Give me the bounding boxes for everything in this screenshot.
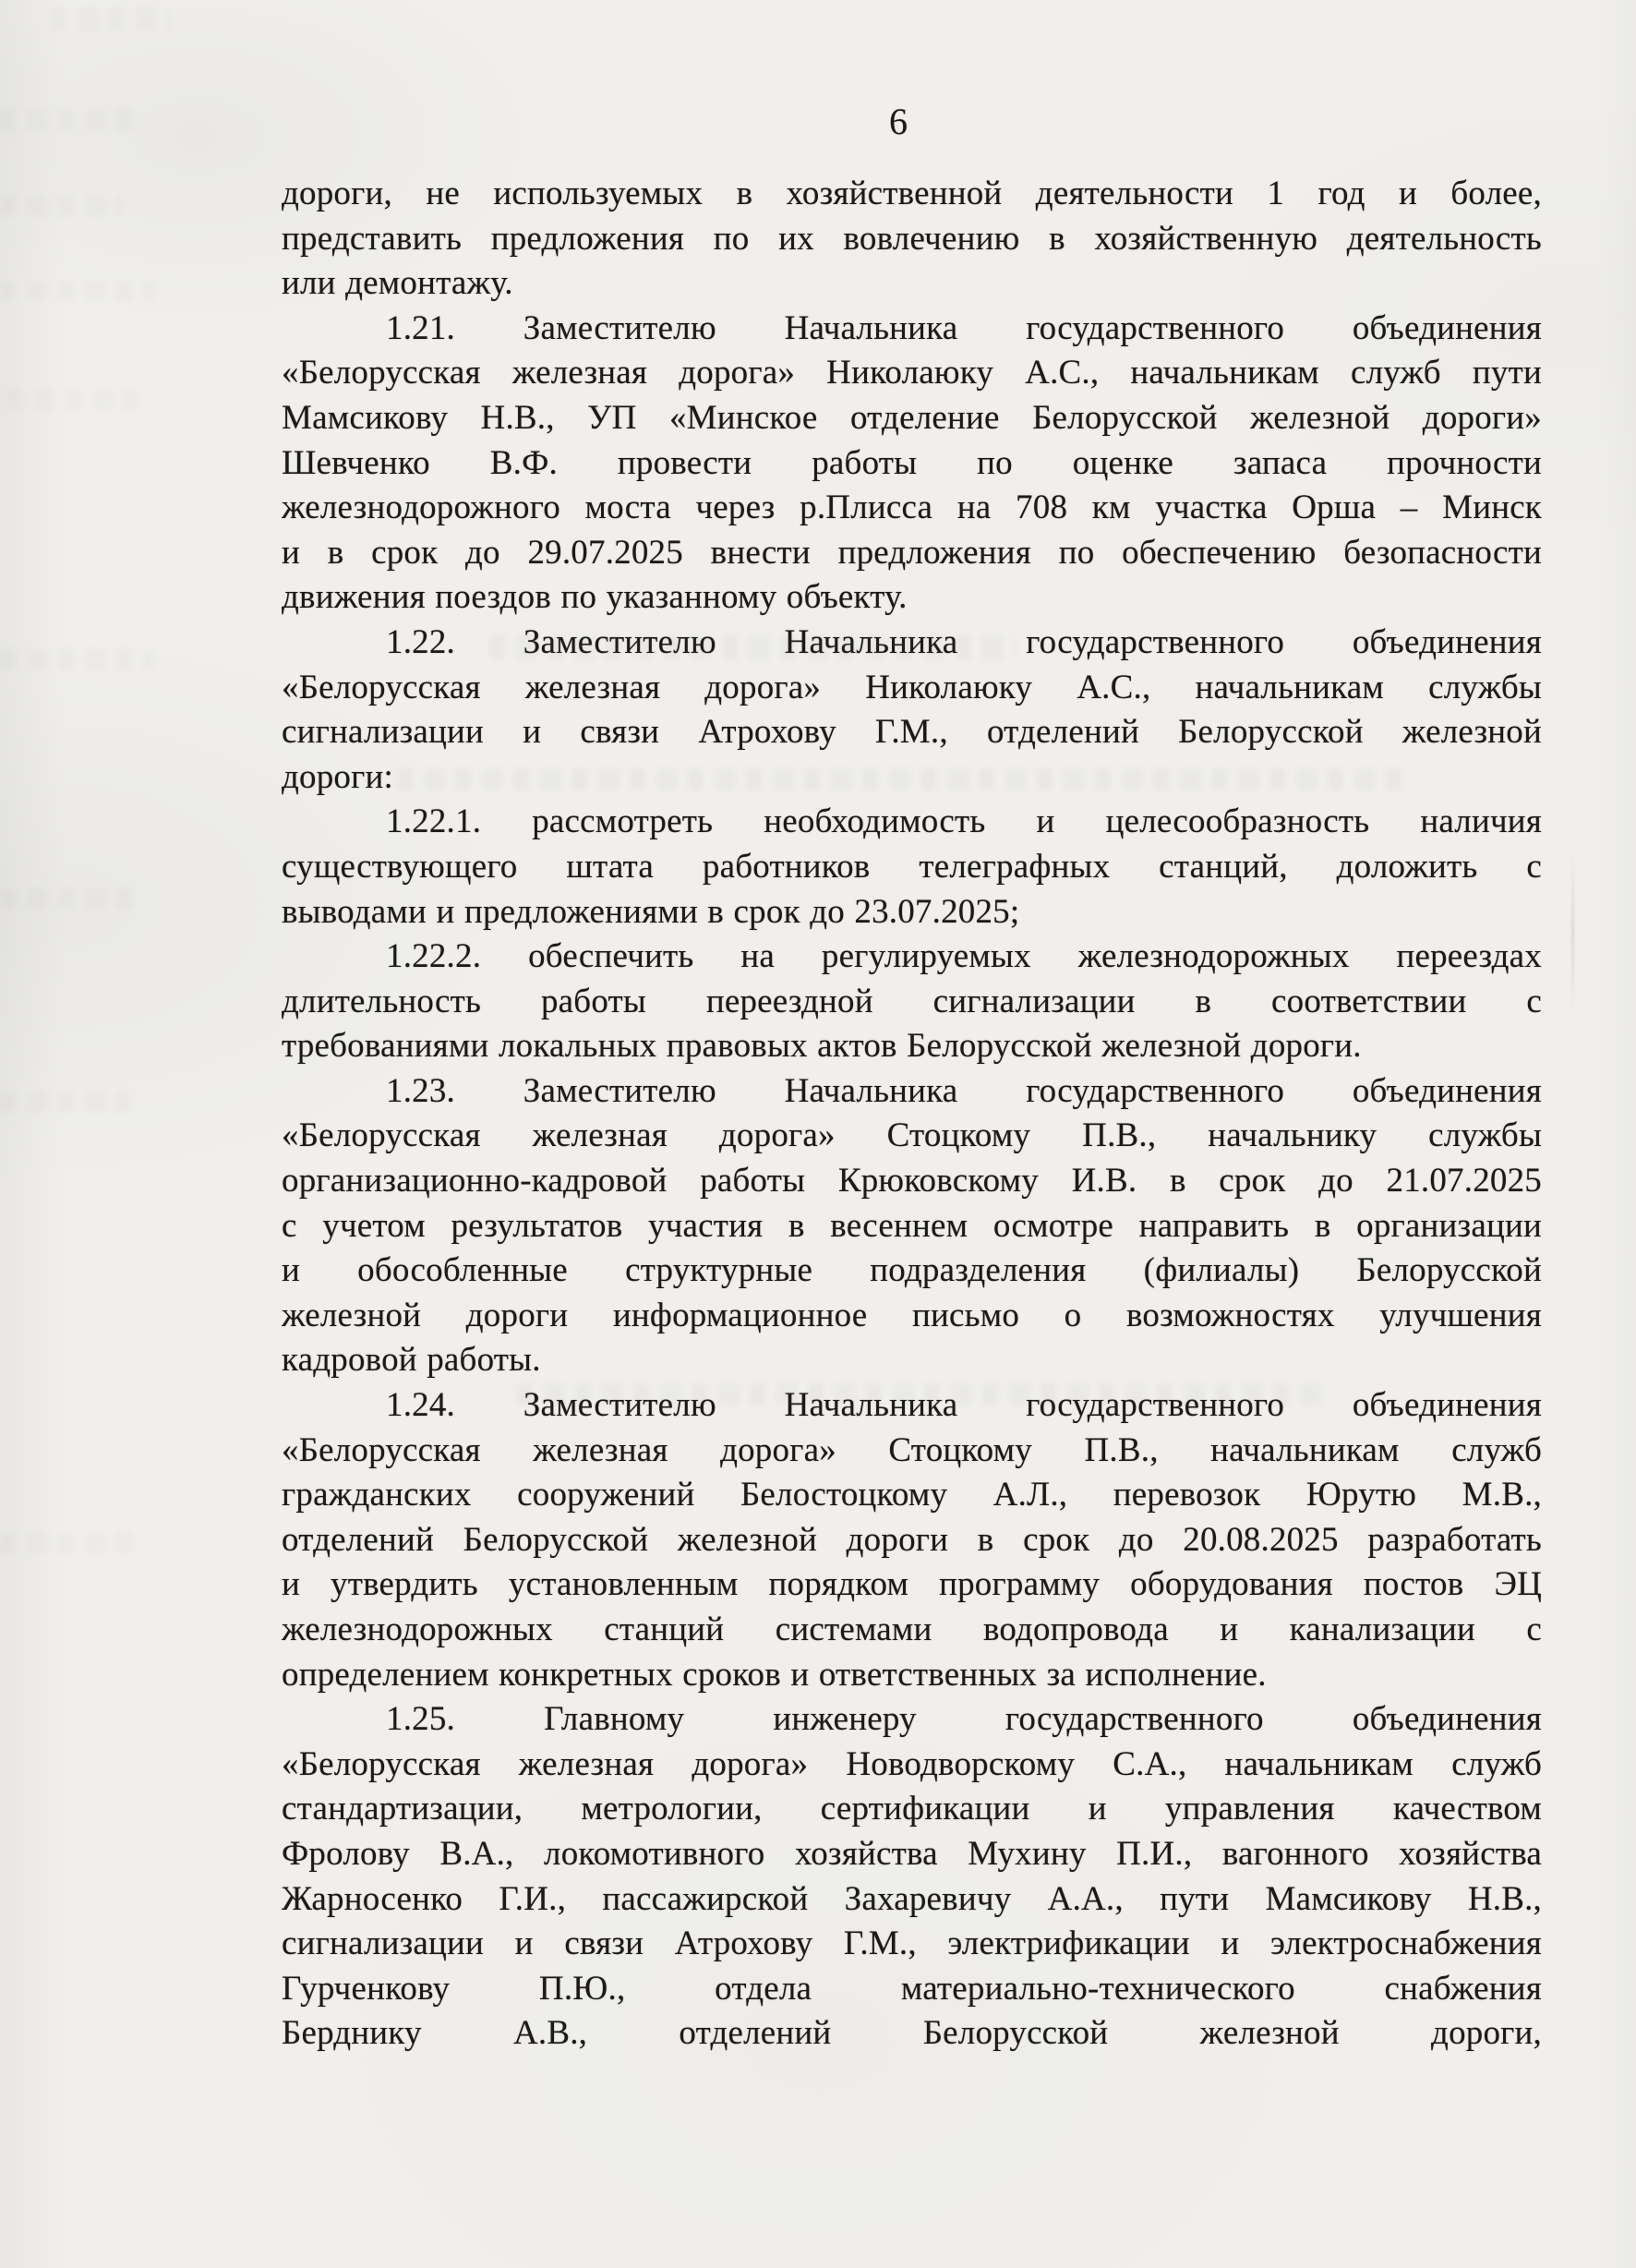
text-line: 1.22.2. обеспечить на регулируемых железнодорожных переездах: [386, 937, 1542, 976]
text-line: Фролову В.А., локомотивного хозяйства Мухину П.И., вагонного хозяйства: [282, 1834, 1542, 1873]
page-number: 6: [889, 101, 908, 142]
text-line: Берднику А.В., отделений Белорусской железной дороги,: [282, 2014, 1542, 2053]
text-line: представить предложения по их вовлечению в хозяйственную деятельность: [282, 219, 1542, 258]
text-line: железнодорожного моста через р.Плисса на 708 км участка Орша – Минск: [282, 489, 1542, 527]
text-line: «Белорусская железная дорога» Новодворскому С.А., начальникам служб: [282, 1744, 1542, 1783]
text-line: 1.22.1. рассмотреть необходимость и целесообразность наличия: [386, 802, 1542, 841]
text-line: 1.25. Главному инженеру государственного объединения: [386, 1700, 1542, 1739]
text-line: выводами и предложениями в срок до 23.07.2025;: [282, 892, 1020, 931]
text-line: «Белорусская железная дорога» Николаюку А.С., начальникам служб пути: [282, 354, 1542, 392]
scan-ghost: [0, 1533, 138, 1553]
text-line: стандартизации, метрологии, сертификации и управления качеством: [282, 1790, 1542, 1828]
text-line: «Белорусская железная дорога» Николаюку А.С., начальникам службы: [282, 668, 1542, 706]
text-line: с учетом результатов участия в весеннем осмотре направить в организации: [282, 1206, 1542, 1245]
text-line: 1.22. Заместителю Начальника государственного объединения: [386, 622, 1542, 661]
scan-ghost: [51, 7, 171, 31]
text-line: железной дороги информационное письмо о возможностях улучшения: [282, 1296, 1542, 1334]
text-line: сигнализации и связи Атрохову Г.М., отделений Белорусской железной: [282, 713, 1542, 752]
text-line: Гурченкову П.Ю., отдела материально-технического снабжения: [282, 1969, 1542, 2008]
text-line: дороги:: [282, 757, 393, 796]
text-line: железнодорожных станций системами водопровода и канализации с: [282, 1611, 1542, 1648]
document-text: [282, 172, 1542, 2057]
scan-ghost: [7, 390, 137, 410]
text-line: длительность работы переездной сигнализации в соответствии с: [282, 982, 1542, 1020]
text-line: кадровой работы.: [282, 1341, 541, 1380]
text-line: 1.23. Заместителю Начальника государственного объединения: [386, 1071, 1542, 1110]
scan-ghost: [0, 648, 155, 670]
text-line: требованиями локальных правовых актов Белорусской железной дороги.: [282, 1027, 1362, 1066]
scan-ghost: [517, 1383, 1329, 1405]
text-line: и утвердить установленным порядком программу оборудования постов ЭЦ: [282, 1565, 1542, 1604]
text-line: существующего штата работников телеграфных станций, доложить с: [282, 847, 1542, 886]
scan-ghost: [0, 888, 138, 909]
text-line: или демонтажу.: [282, 264, 513, 303]
text-line: и обособленные структурные подразделения (филиалы) Белорусской: [282, 1251, 1542, 1290]
text-line: дороги, не используемых в хозяйственной деятельности 1 год и более,: [282, 175, 1542, 212]
text-line: и в срок до 29.07.2025 внести предложения по обеспечению безопасности: [282, 533, 1542, 572]
scan-ghost: [0, 281, 155, 301]
text-line: 1.21. Заместителю Начальника государственного объединения: [386, 308, 1542, 347]
text-line: Шевченко В.Ф. провести работы по оценке запаса прочности: [282, 443, 1542, 482]
scan-crease: [1571, 850, 1574, 1016]
scan-ghost: [0, 1092, 129, 1112]
scan-ghost: [397, 768, 1403, 790]
text-line: движения поездов по указанному объекту.: [282, 578, 908, 617]
text-line: 1.24. Заместителю Начальника государственного объединения: [386, 1386, 1542, 1425]
text-line: «Белорусская железная дорога» Стоцкому П.В., начальникам служб: [282, 1430, 1542, 1469]
scan-ghost: [0, 196, 122, 216]
text-line: сигнализации и связи Атрохову Г.М., электрификации и электроснабжения: [282, 1924, 1542, 1963]
text-line: отделений Белорусской железной дороги в срок до 20.08.2025 разработать: [282, 1520, 1542, 1559]
text-line: определением конкретных сроков и ответственных за исполнение.: [282, 1655, 1267, 1694]
text-line: Жарносенко Г.И., пассажирской Захаревичу А.А., пути Мамсикову Н.В.,: [282, 1879, 1542, 1918]
scan-ghost: [0, 109, 138, 131]
text-line: «Белорусская железная дорога» Стоцкому П.В., начальнику службы: [282, 1116, 1542, 1155]
text-line: организационно-кадровой работы Крюковскому И.В. в срок до 21.07.2025: [282, 1162, 1542, 1200]
scan-ghost: [489, 635, 1016, 659]
text-line: Мамсикову Н.В., УП «Минское отделение Белорусской железной дороги»: [282, 398, 1542, 437]
text-line: гражданских сооружений Белостоцкому А.Л., перевозок Юрутю М.В.,: [282, 1476, 1542, 1514]
